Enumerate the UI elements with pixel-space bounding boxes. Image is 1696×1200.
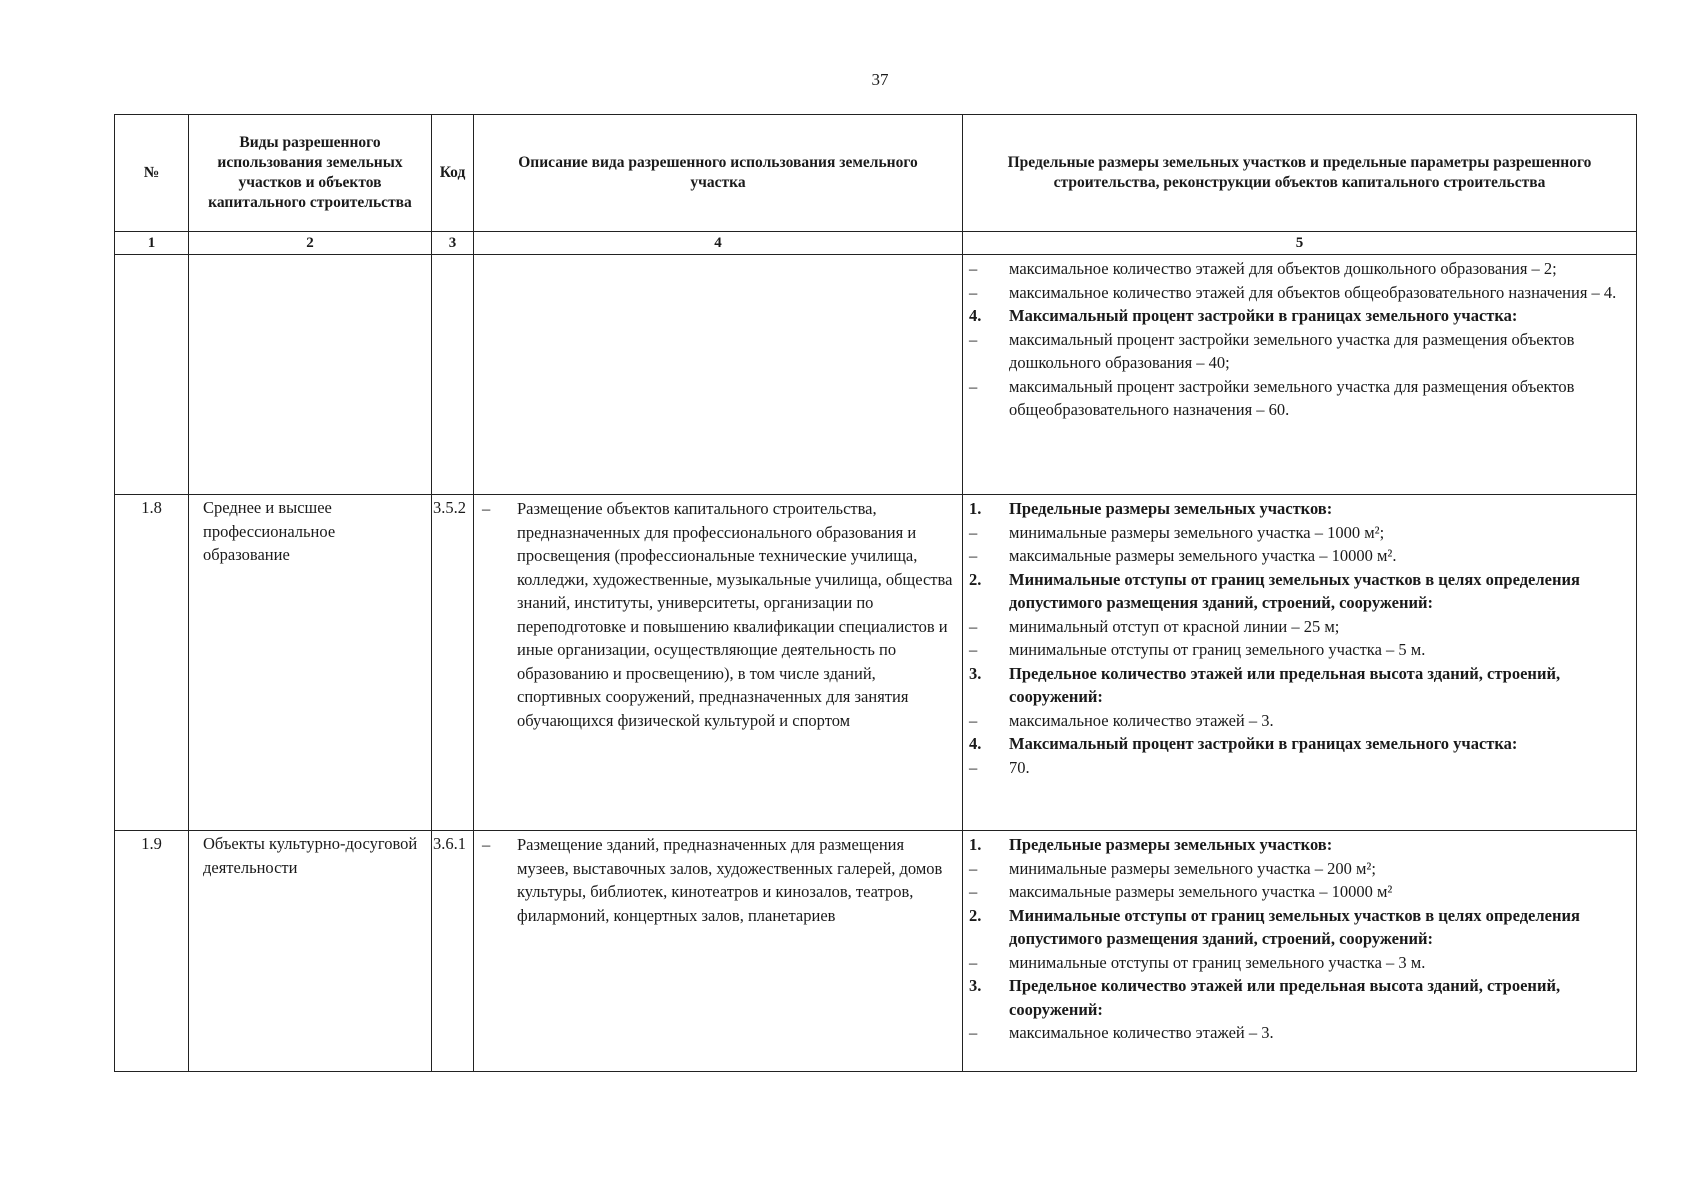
param-item	[967, 880, 1628, 904]
param-marker: 1.	[969, 835, 982, 854]
param-item	[967, 857, 1628, 881]
param-marker: –	[969, 952, 978, 972]
param-text: Минимальные отступы от границ земельных участков в целях определения допустимого размещения зданий, строений, сооружений:	[1009, 905, 1580, 948]
usage-type-name: Объекты культурно-досуговой деятельности	[189, 831, 432, 1072]
param-marker: –	[969, 640, 978, 659]
cell-empty	[189, 255, 432, 495]
param-marker: –	[969, 522, 978, 542]
param-marker: 3.	[969, 976, 982, 995]
column-number: 5	[963, 232, 1637, 255]
param-text: максимальный процент застройки земельного участка для размещения объектов общеобразовательного назначения – 60.	[1009, 376, 1575, 419]
param-heading	[967, 568, 1628, 615]
param-heading	[967, 732, 1628, 756]
header-num: №	[115, 115, 189, 232]
param-text: максимальное количество этажей – 3.	[1009, 1023, 1274, 1042]
param-item	[967, 709, 1628, 733]
table-header-row	[115, 115, 1637, 232]
param-marker: –	[969, 882, 978, 901]
param-text: Предельные размеры земельных участков:	[1009, 835, 1333, 854]
param-marker: 4.	[969, 306, 982, 325]
param-marker: 2.	[969, 905, 982, 925]
table-row	[115, 831, 1637, 1072]
param-heading	[967, 497, 1628, 521]
param-marker: –	[969, 1023, 978, 1042]
page-number: 37	[871, 70, 889, 89]
param-item	[967, 281, 1628, 305]
column-number: 1	[115, 232, 189, 255]
description-cell	[474, 831, 963, 1072]
param-text: Максимальный процент застройки в границах земельного участка:	[1009, 734, 1518, 753]
param-marker: 1.	[969, 499, 982, 518]
column-number: 3	[432, 232, 474, 255]
param-text: Предельное количество этажей или предельная высота зданий, строений, сооружений:	[1009, 976, 1561, 1019]
params-list	[963, 495, 1636, 779]
param-marker: –	[969, 329, 978, 349]
param-heading	[967, 904, 1628, 951]
param-heading	[967, 662, 1628, 709]
usage-code: 3.6.1	[432, 831, 474, 1072]
param-marker: –	[969, 259, 978, 278]
params-list	[963, 255, 1636, 422]
param-text: максимальные размеры земельного участка – 10000 м².	[1009, 546, 1397, 565]
dash-marker: –	[482, 499, 491, 518]
param-text: Предельные размеры земельных участков:	[1009, 499, 1333, 518]
param-marker: –	[969, 282, 978, 302]
param-item	[967, 1021, 1628, 1045]
param-item	[967, 951, 1628, 975]
param-marker: –	[969, 710, 978, 730]
param-marker: 2.	[969, 569, 982, 589]
param-text: минимальные размеры земельного участка – 200 м²;	[1009, 858, 1376, 878]
param-item	[967, 544, 1628, 568]
param-item	[967, 638, 1628, 662]
param-text: максимальные размеры земельного участка – 10000 м²	[1009, 882, 1393, 901]
usage-code: 3.5.2	[432, 495, 474, 831]
column-number: 4	[474, 232, 963, 255]
param-text: минимальный отступ от красной линии – 25 м;	[1009, 616, 1340, 636]
param-heading	[967, 974, 1628, 1021]
params-cell	[963, 255, 1637, 495]
param-text: максимальное количество этажей для объектов общеобразовательного назначения – 4.	[1009, 282, 1617, 302]
param-text: Максимальный процент застройки в границах земельного участка:	[1009, 306, 1518, 325]
header-limits: Предельные размеры земельных участков и предельные параметры разрешенного строительства, реконструкции объектов капитального строительства	[963, 115, 1637, 232]
param-marker: 4.	[969, 734, 982, 753]
header-usage-type: Виды разрешенного использования земельных участков и объектов капитального строительства	[189, 115, 432, 232]
dash-marker: –	[482, 835, 491, 854]
param-item	[967, 756, 1628, 780]
param-item	[967, 375, 1628, 422]
params-cell	[963, 495, 1637, 831]
cell-empty	[474, 255, 963, 495]
param-item	[967, 328, 1628, 375]
param-marker: –	[969, 858, 978, 878]
column-number-row	[115, 232, 1637, 255]
table-row-continuation	[115, 255, 1637, 495]
header-description: Описание вида разрешенного использования земельного участка	[474, 115, 963, 232]
cell-empty	[115, 255, 189, 495]
cell-empty	[432, 255, 474, 495]
param-text: минимальные отступы от границ земельного участка – 5 м.	[1009, 640, 1426, 659]
description-text: Размещение объектов капитального строительства, предназначенных для профессионального образования и просвещения (профессиональные технические училища, колледжи, художественные, музыкальные училища, общества знаний, институты, университеты, организации по переподготовке и повышению квалификации специалистов и иные организации, осуществляющие деятельность по образованию и просвещению), в том числе зданий, спортивных сооружений, предназначенных для занятия обучающихся физической культурой и спортом	[517, 499, 953, 730]
param-marker: –	[969, 757, 978, 777]
params-list	[963, 831, 1636, 1045]
description-text: Размещение зданий, предназначенных для размещения музеев, выставочных залов, художественных галерей, домов культуры, библиотек, кинотеатров и кинозалов, театров, филармоний, концертных залов, планетариев	[517, 835, 943, 925]
param-heading	[967, 833, 1628, 857]
regulations-table	[114, 114, 1637, 1072]
table-row	[115, 495, 1637, 831]
param-marker: –	[969, 376, 978, 396]
param-marker: –	[969, 546, 978, 565]
param-text: Предельное количество этажей или предельная высота зданий, строений, сооружений:	[1009, 663, 1561, 706]
param-item	[967, 257, 1628, 281]
param-text: Минимальные отступы от границ земельных участков в целях определения допустимого размещения зданий, строений, сооружений:	[1009, 569, 1580, 612]
param-item	[967, 615, 1628, 639]
column-number: 2	[189, 232, 432, 255]
param-text: минимальные отступы от границ земельного участка – 3 м.	[1009, 952, 1426, 972]
row-number: 1.8	[115, 495, 189, 831]
param-text: максимальное количество этажей для объектов дошкольного образования – 2;	[1009, 259, 1557, 278]
param-text: 70.	[1009, 757, 1030, 777]
param-marker: 3.	[969, 663, 982, 683]
header-code: Код	[432, 115, 474, 232]
param-text: максимальное количество этажей – 3.	[1009, 710, 1274, 730]
params-cell	[963, 831, 1637, 1072]
param-heading	[967, 304, 1628, 328]
param-text: минимальные размеры земельного участка – 1000 м²;	[1009, 522, 1385, 542]
usage-type-name: Среднее и высшее профессиональное образование	[189, 495, 432, 831]
param-text: максимальный процент застройки земельного участка для размещения объектов дошкольного образования – 40;	[1009, 329, 1575, 372]
row-number: 1.9	[115, 831, 189, 1072]
param-item	[967, 521, 1628, 545]
description-cell	[474, 495, 963, 831]
param-marker: –	[969, 616, 978, 636]
